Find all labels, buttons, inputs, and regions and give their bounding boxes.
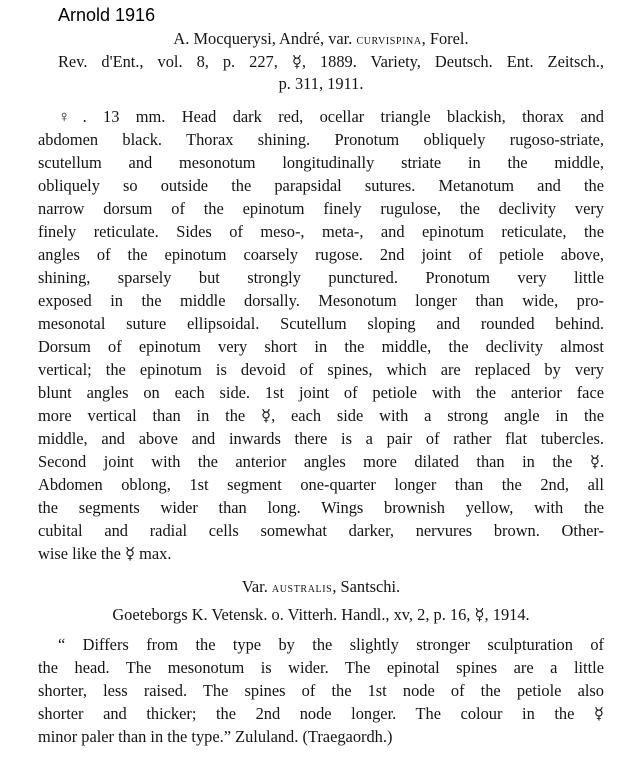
description-line: abdomen black. Thorax shining. Pronotum obliquely rugoso-striate, [38, 130, 604, 149]
variety-heading [38, 576, 604, 598]
description-line: mesonotal suture ellipsoidal. Scutellum sloping and rounded behind. [38, 314, 604, 333]
description-line: blunt angles on each side. 1st joint of petiole with the anterior face [38, 383, 604, 402]
description-line: ♀. 13 mm. Head dark red, ocellar triangle blackish, thorax and [58, 107, 604, 126]
description-line: narrow dorsum of the epinotum finely rugulose, the declivity very [38, 199, 604, 218]
species-name: A. Mocquerysi, André, var. [173, 29, 353, 48]
source-tag: Arnold 1916 [58, 5, 156, 25]
description-line: vertical; the epinotum is devoid of spines, which are replaced by very [38, 360, 604, 379]
quote-line: the head. The mesonotum is wider. The epinotal spines are a little [38, 658, 604, 677]
description-line: middle, and above and inwards there is a pair of rather flat tubercles. [38, 429, 604, 448]
description-line: wise like the ☿ max. [38, 544, 172, 563]
variety-name: curvispina [356, 33, 422, 48]
description-line: cubital and radial cells somewhat darker, nervures brown. Other- [38, 521, 604, 540]
description-line: the segments wider than long. Wings brownish yellow, with the [38, 498, 604, 517]
description-line: Abdomen oblong, 1st segment one-quarter longer than the 2nd, all [38, 475, 604, 494]
species-heading [38, 28, 604, 50]
description-line: shining, sparsely but strongly punctured. Pronotum very little [38, 268, 604, 287]
description-line: scutellum and mesonotum longitudinally striate in the middle, [38, 153, 604, 172]
variety-reference: Goeteborgs K. Vetensk. o. Vitterh. Handl., xv, 2, p. 16, ☿, 1914. [112, 605, 530, 624]
description-line: angles of the epinotum coarsely rugose. 2nd joint of petiole above, [38, 245, 604, 264]
description-line: obliquely so outside the parapsidal sutures. Metanotum and the [38, 176, 604, 195]
species-author: , Forel. [421, 29, 469, 48]
quote-line: minor paler than in the type.” Zululand. (Traegaordh.) [38, 727, 393, 746]
quote-line: shorter and thicker; the 2nd node longer. The colour in the ☿ [38, 704, 604, 723]
description-line: Dorsum of epinotum very short in the middle, the declivity almost [38, 337, 604, 356]
description-line: finely reticulate. Sides of meso-, meta-, and epinotum reticulate, the [38, 222, 604, 241]
variety-title: australis [271, 581, 333, 596]
reference-line-2: p. 311, 1911. [278, 74, 364, 93]
description-line: Second joint with the anterior angles more dilated than in the ☿. [38, 452, 604, 471]
variety-prefix: Var. [241, 577, 268, 596]
quote-line: shorter, less raised. The spines of the 1st node of the petiole also [38, 681, 604, 700]
description-line: exposed in the middle dorsally. Mesonotum longer than wide, pro- [38, 291, 604, 310]
quote-line: “ Differs from the type by the slightly stronger sculpturation of [58, 635, 604, 654]
reference-line-1: Rev. d'Ent., vol. 8, p. 227, ☿, 1889. Variety, Deutsch. Ent. Zeitsch., [58, 52, 604, 71]
description-line: more vertical than in the ☿, each side with a strong angle in the [38, 406, 604, 425]
variety-author: , Santschi. [332, 577, 401, 596]
